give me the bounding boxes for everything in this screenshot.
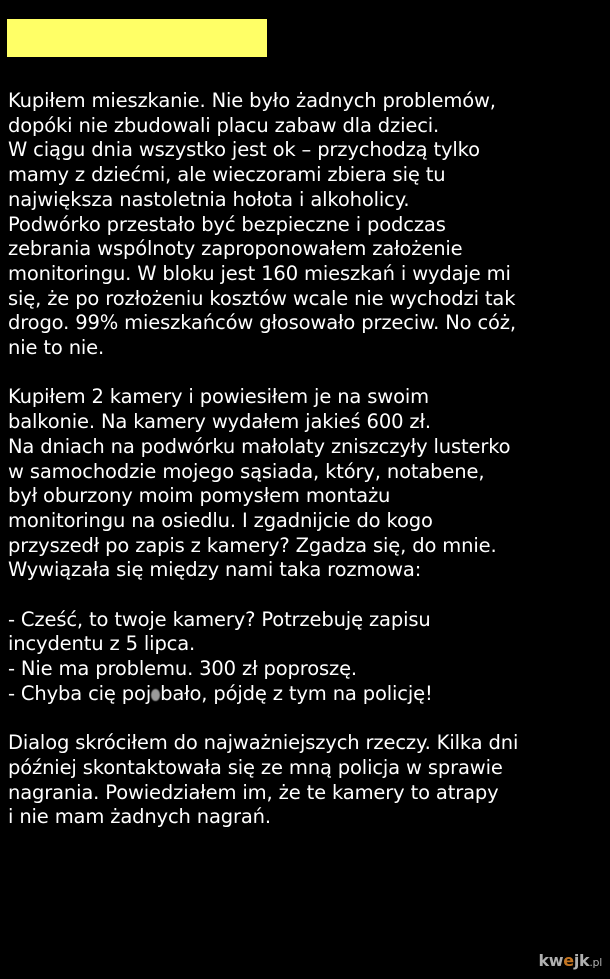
- text-line: nie to nie.: [8, 336, 105, 360]
- dialogue-line: incydentu z 5 lipca.: [8, 632, 196, 656]
- dialogue-line: - Cześć, to twoje kamery? Potrzebuję zapisu: [8, 607, 431, 631]
- text-line: drogo. 99% mieszkańców głosowało przeciw. No cóż,: [8, 311, 516, 335]
- text-line: dopóki nie zbudowali placu zabaw dla dzieci.: [8, 113, 440, 137]
- text-line: W ciągu dnia wszystko jest ok – przychodzą tylko: [8, 138, 480, 162]
- highlighted-title-bar: [7, 19, 267, 57]
- watermark-part: jk: [573, 951, 590, 970]
- text-line: nagrania. Powiedziałem im, że te kamery to atrapy: [8, 780, 499, 804]
- text-line: zebrania wspólnoty zaproponowałem założenie: [8, 237, 463, 261]
- dialogue-line-censored: [8, 682, 604, 707]
- text-line: największa nastoletnia hołota i alkoholicy.: [8, 187, 410, 211]
- text-line: mamy z dziećmi, ale wieczorami zbiera się tu: [8, 163, 446, 187]
- text-line: Dialog skróciłem do najważniejszych rzeczy. Kilka dni: [8, 731, 519, 755]
- paragraph-cameras: [8, 385, 604, 583]
- text-line: Na dniach na podwórku małolaty zniszczyły lusterko: [8, 434, 511, 458]
- text-line: się, że po rozłożeniu kosztów wcale nie wychodzi tak: [8, 286, 516, 310]
- text-line: był oburzony moim pomysłem montażu: [8, 484, 391, 508]
- paragraph-dialogue: [8, 608, 604, 707]
- kwejk-watermark: [538, 951, 602, 970]
- censored-text-before: - Chyba cię poj: [8, 681, 152, 705]
- watermark-tld: .pl: [589, 956, 602, 969]
- text-line: monitoringu. W bloku jest 160 mieszkań i wydaje mi: [8, 261, 511, 285]
- paragraph-ending: [8, 731, 604, 830]
- text-line: przyszedł po zapis z kamery? Zgadza się, do mnie.: [8, 533, 497, 557]
- text-line: Podwórko przestało być bezpieczne i podczas: [8, 212, 446, 236]
- text-line: później skontaktowała się ze mną policja w sprawie: [8, 755, 503, 779]
- paragraph-apartment: [8, 89, 604, 361]
- story-text: [8, 89, 604, 855]
- text-line: Kupiłem mieszkanie. Nie było żadnych problemów,: [8, 89, 496, 112]
- dialogue-line: - Nie ma problemu. 300 zł poproszę.: [8, 657, 357, 681]
- censored-text-after: bało, pójdę z tym na policję!: [160, 681, 433, 705]
- text-line: i nie mam żadnych nagrań.: [8, 805, 271, 829]
- text-line: balkonie. Na kamery wydałem jakieś 600 zł.: [8, 410, 431, 434]
- text-line: Kupiłem 2 kamery i powiesiłem je na swoim: [8, 385, 429, 409]
- text-line: w samochodzie mojego sąsiada, który, notabene,: [8, 459, 485, 483]
- watermark-part: kw: [538, 951, 564, 970]
- text-line: Wywiązała się między nami taka rozmowa:: [8, 558, 422, 582]
- watermark-accent-letter: e: [563, 951, 574, 970]
- text-line: monitoringu na osiedlu. I zgadnijcie do kogo: [8, 508, 433, 532]
- censor-blur: [151, 689, 160, 701]
